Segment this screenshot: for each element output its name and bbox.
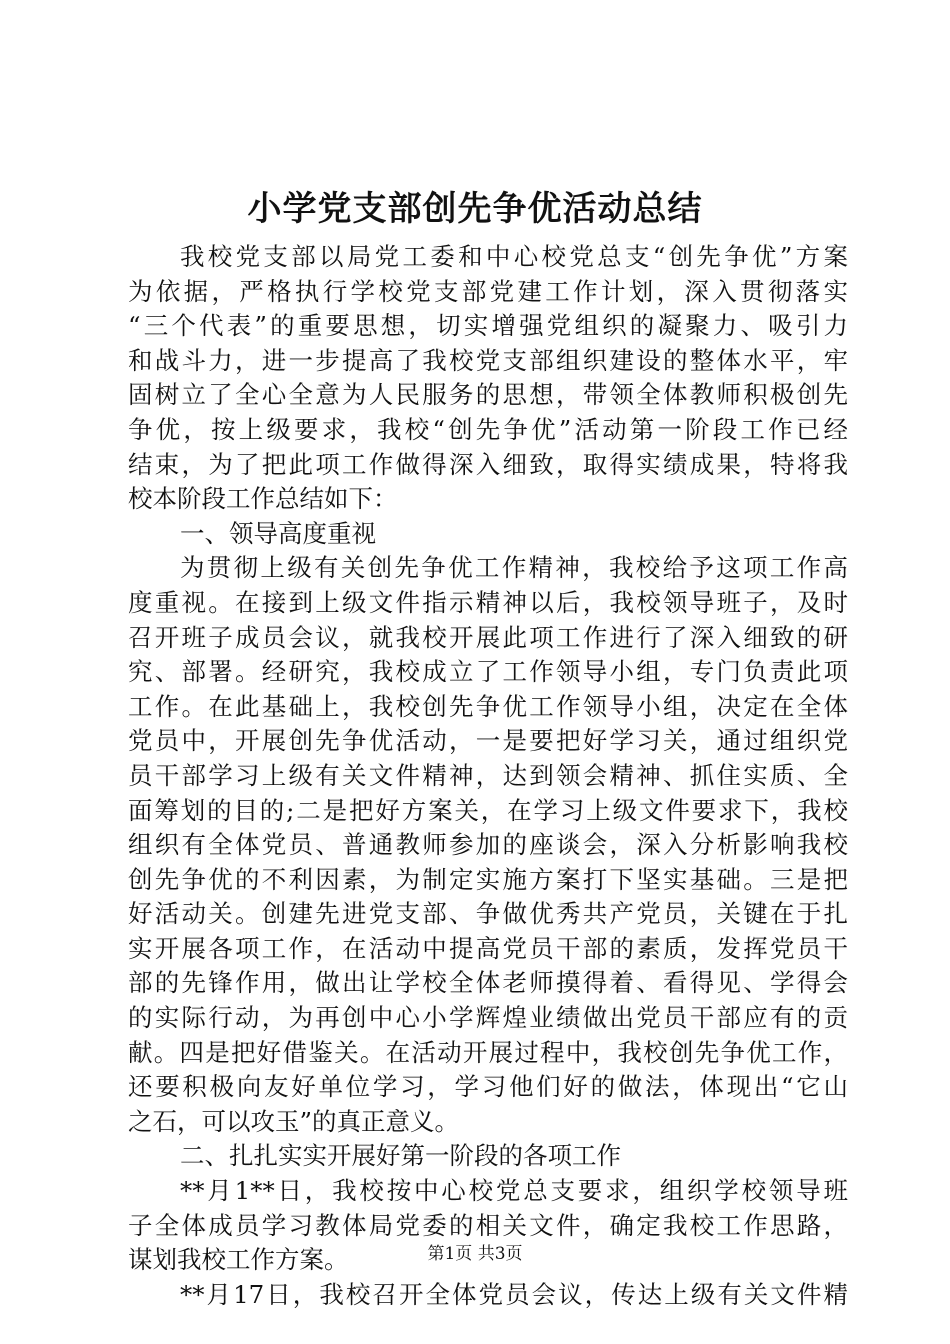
text-line: 结束，为了把此项工作做得深入细致，取得实绩成果，特将我 — [128, 449, 848, 479]
text-line: **月17日，我校召开全体党员会议，传达上级有关文件精 — [180, 1279, 848, 1309]
text-line: 好活动关。创建先进党支部、争做优秀共产党员，关键在于扎 — [128, 899, 848, 929]
text-line: 为依据，严格执行学校党支部党建工作计划，深入贯彻落实 — [128, 276, 848, 306]
text-line: 面筹划的目的;二是把好方案关，在学习上级文件要求下，我校 — [128, 795, 848, 825]
text-line: 实开展各项工作，在活动中提高党员干部的素质，发挥党员干 — [128, 933, 848, 963]
text-line: 的实际行动，为再创中心小学辉煌业绩做出党员干部应有的贡 — [128, 1003, 848, 1033]
text-line: 组织有全体党员、普通教师参加的座谈会，深入分析影响我校 — [128, 830, 848, 860]
text-line: **月1**日，我校按中心校党总支要求，组织学校领导班 — [180, 1176, 848, 1206]
text-line: 党员中，开展创先争优活动，一是要把好学习关，通过组织党 — [128, 726, 848, 756]
text-line: 工作。在此基础上，我校创先争优工作领导小组，决定在全体 — [128, 691, 848, 721]
text-line: 子全体成员学习教体局党委的相关文件，确定我校工作思路， — [128, 1210, 848, 1240]
text-line: 还要积极向友好单位学习，学习他们好的做法，体现出“它山 — [128, 1072, 848, 1102]
text-line: 度重视。在接到上级文件指示精神以后，我校领导班子，及时 — [128, 587, 848, 617]
text-line: 召开班子成员会议，就我校开展此项工作进行了深入细致的研 — [128, 622, 848, 652]
text-line: “三个代表”的重要思想，切实增强党组织的凝聚力、吸引力 — [128, 311, 848, 341]
text-line: 员干部学习上级有关文件精神，达到领会精神、抓住实质、全 — [128, 760, 848, 790]
text-line: 创先争优的不利因素，为制定实施方案打下坚实基础。三是把 — [128, 864, 848, 894]
text-line: 之石，可以攻玉”的真正意义。 — [128, 1106, 460, 1136]
text-line: 二、扎扎实实开展好第一阶段的各项工作 — [180, 1141, 621, 1171]
document-title: 小学党支部创先争优活动总结 — [247, 189, 703, 229]
text-line: 我校党支部以局党工委和中心校党总支“创先争优”方案 — [180, 242, 848, 271]
document-body — [128, 240, 848, 1312]
text-line: 和战斗力，进一步提高了我校党支部组织建设的整体水平，牢 — [128, 345, 848, 375]
text-line: 献。四是把好借鉴关。在活动开展过程中，我校创先争优工作， — [128, 1037, 848, 1067]
text-line: 部的先锋作用，做出让学校全体老师摸得着、看得见、学得会 — [128, 968, 848, 998]
text-line: 谋划我校工作方案。 — [128, 1245, 349, 1275]
text-line: 固树立了全心全意为人民服务的思想，带领全体教师积极创先 — [128, 380, 848, 410]
text-line: 校本阶段工作总结如下： — [128, 484, 398, 514]
text-line: 为贯彻上级有关创先争优工作精神，我校给予这项工作高 — [180, 553, 848, 583]
text-line: 究、部署。经研究，我校成立了工作领导小组，专门负责此项 — [128, 657, 848, 687]
text-line: 一、领导高度重视 — [180, 518, 376, 548]
text-line: 争优，按上级要求，我校“创先争优”活动第一阶段工作已经 — [128, 414, 848, 444]
page-indicator: 第1页 共3页 — [427, 1244, 523, 1264]
